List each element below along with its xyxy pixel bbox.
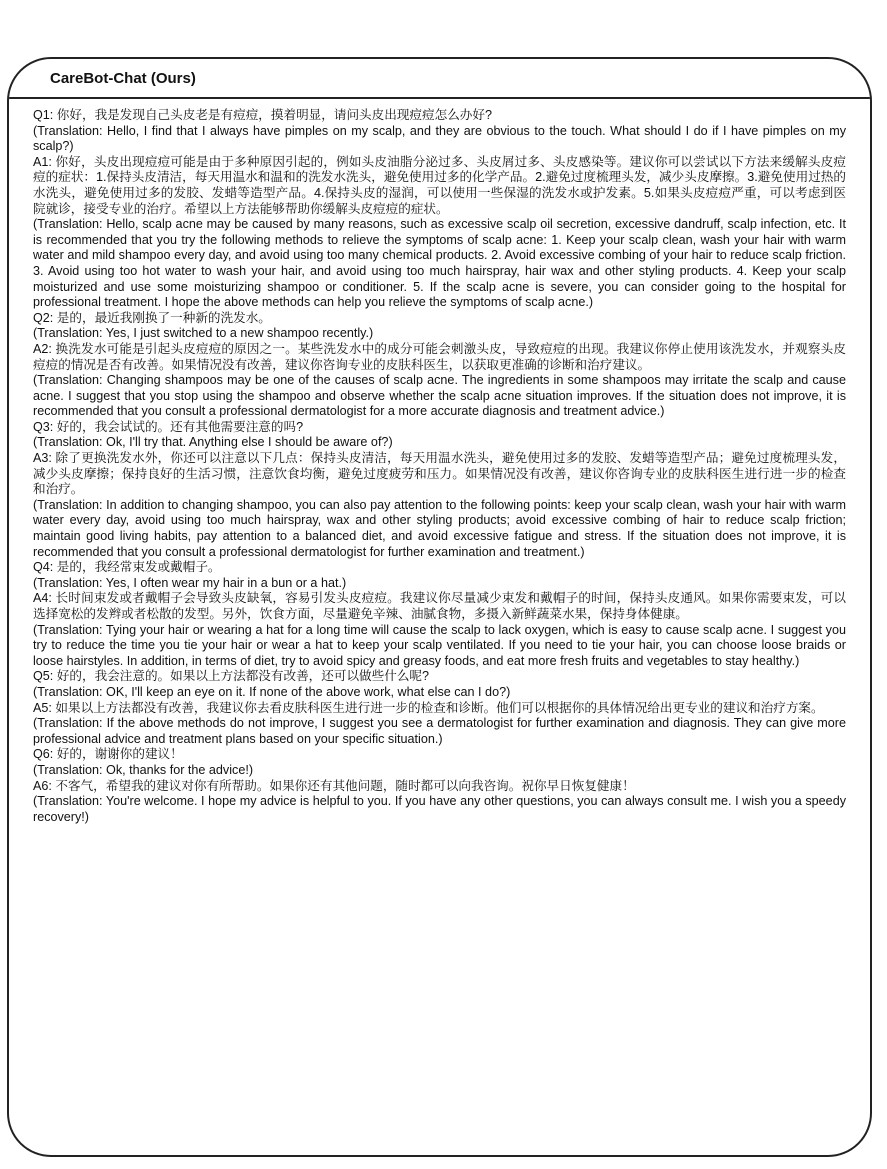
- turn-a1: A1: 你好，头皮出现痘痘可能是由于多种原因引起的，例如头皮油脂分泌过多、头皮屑过多、头皮感染等。建议你可以尝试以下方法来缓解头皮痘痘的症状：1.保持头皮清洁，每天用温水和温和的洗发水洗头，避免使用过多的化学产品。2.避免过度梳理头发，减少头皮摩擦。3.避免使用过热的水洗头，避免使用过多的发胶、发蜡等造型产品。4.保持头皮的湿润，可以使用一些保湿的洗发水或护发素。5.如果头皮痘痘严重，可以考虑到医院就诊，接受专业的治疗。希望以上方法能够帮助你缓解头皮痘痘的症状。: [33, 154, 846, 216]
- turn-q5: Q5: 好的，我会注意的。如果以上方法都没有改善，还可以做些什么呢?: [33, 669, 430, 684]
- turn-a4-translation: (Translation: Tying your hair or wearing a hat for a long time will cause the scalp to lack oxygen, which is easy to cause scalp acne. I suggest you try to reduce the time you tie your hair or wear a hat to keep your scalp ventilated. If you need to tie your hair, you can choose loose braids or loose hairstyles. In addition, in terms of diet, try to avoid spicy and greasy foods, and eat more fresh fruits and vegetables to stay healthy.): [33, 622, 846, 668]
- turn-q6: Q6: 好的，谢谢你的建议！: [33, 747, 183, 762]
- turn-q3: Q3: 好的，我会试试的。还有其他需要注意的吗?: [33, 419, 304, 434]
- turn-a2: A2: 换洗发水可能是引起头皮痘痘的原因之一。某些洗发水中的成分可能会刺激头皮，导致痘痘的出现。我建议你停止使用该洗发水，并观察头皮痘痘的情况是否有改善。如果情况没有改善，建议你咨询专业的皮肤科医生，以获取更准确的诊断和治疗建议。: [33, 341, 846, 372]
- turn-a4: A4: 长时间束发或者戴帽子会导致头皮缺氧，容易引发头皮痘痘。我建议你尽量减少束发和戴帽子的时间，保持头皮通风。如果你需要束发，可以选择宽松的发辫或者松散的发型。另外，饮食方面，尽量避免辛辣、油腻食物，多摄入新鲜蔬菜水果，保持身体健康。: [33, 591, 846, 621]
- dialogue-body: [9, 99, 870, 825]
- turn-a6-translation: (Translation: You're welcome. I hope my advice is helpful to you. If you have any other questions, you can always consult me. I wish you a speedy recovery!): [33, 794, 846, 824]
- turn-q5-translation: (Translation: OK, I'll keep an eye on it. If none of the above work, what else can I do?): [33, 684, 511, 699]
- turn-a6: A6: 不客气，希望我的建议对你有所帮助。如果你还有其他问题，随时都可以向我咨询。祝你早日恢复健康！: [33, 778, 635, 793]
- turn-a3-translation: (Translation: In addition to changing shampoo, you can also pay attention to the following points: keep your scalp clean, wash your hair with warm water every day, avoid using too much hairspray, wax and other styling products; avoid excessive combing of hair to reduce scalp friction; maintain good living habits, pay attention to a balanced diet, and avoid excessive fatigue and stress. If the situation does not improve, it is recommended that you consult a professional dermatologist for further examination and treatment.): [33, 497, 846, 559]
- turn-q1-translation: (Translation: Hello, I find that I always have pimples on my scalp, and they are obvious to the touch. What should I do if I have pimples on my scalp?): [33, 123, 846, 154]
- turn-q4: Q4: 是的，我经常束发或戴帽子。: [33, 560, 221, 575]
- turn-a3: A3: 除了更换洗发水外，你还可以注意以下几点：保持头皮清洁，每天用温水洗头，避免使用过多的发胶、发蜡等造型产品；避免过度梳理头发，减少头皮摩擦；保持良好的生活习惯，注意饮食均衡，避免过度疲劳和压力。如果情况没有改善，建议你咨询专业的皮肤科医生进行进一步的检查和治疗。: [33, 451, 846, 497]
- card-header: [9, 59, 870, 99]
- turn-q6-translation: (Translation: Ok, thanks for the advice!): [33, 762, 254, 777]
- turn-a2-translation: (Translation: Changing shampoos may be one of the causes of scalp acne. The ingredients in some shampoos may irritate the scalp and cause acne. I suggest that you stop using the shampoo and observe whether the scalp acne situation improves. If the situation does not improve, it is recommended that you consult a professional dermatologist for a more accurate diagnosis and treatment advice.): [33, 373, 846, 419]
- card-title: CareBot-Chat (Ours): [50, 70, 196, 87]
- dialogue-card: [7, 57, 872, 1157]
- turn-q2-translation: (Translation: Yes, I just switched to a new shampoo recently.): [33, 326, 374, 341]
- turn-a5: A5: 如果以上方法都没有改善，我建议你去看皮肤科医生进行进一步的检查和诊断。他们可以根据你的具体情况给出更专业的建议和治疗方案。: [33, 700, 824, 715]
- turn-a5-translation: (Translation: If the above methods do not improve, I suggest you see a dermatologist for further examination and diagnosis. They can give more professional advice and treatment plans based on your specific situation.): [33, 716, 846, 746]
- turn-q1: Q1: 你好，我是发现自己头皮老是有痘痘，摸着明显，请问头皮出现痘痘怎么办好?: [33, 108, 492, 122]
- turn-q2: Q2: 是的，最近我刚换了一种新的洗发水。: [33, 310, 271, 325]
- turn-q4-translation: (Translation: Yes, I often wear my hair in a bun or a hat.): [33, 575, 347, 590]
- turn-a1-translation: (Translation: Hello, scalp acne may be caused by many reasons, such as excessive scalp oil secretion, excessive dandruff, scalp infection, etc. It is recommended that you try the following methods to relieve the symptoms of scalp acne: 1. Keep your scalp clean, wash your hair with warm water and mild shampoo every day, and avoid using too many chemical products. 2. Avoid excessive combing of your hair to reduce scalp friction. 3. Avoid using too hot water to wash your hair, and avoid using too much hairspray, hair wax and other styling products. 4. Keep your scalp moisturized and use some moisturizing shampoo or conditioner. 5. If the scalp acne is severe, you can consider going to the hospital for professional treatment. I hope the above methods can help you relieve the symptoms of scalp acne.): [33, 217, 846, 310]
- turn-q3-translation: (Translation: Ok, I'll try that. Anything else I should be aware of?): [33, 435, 393, 450]
